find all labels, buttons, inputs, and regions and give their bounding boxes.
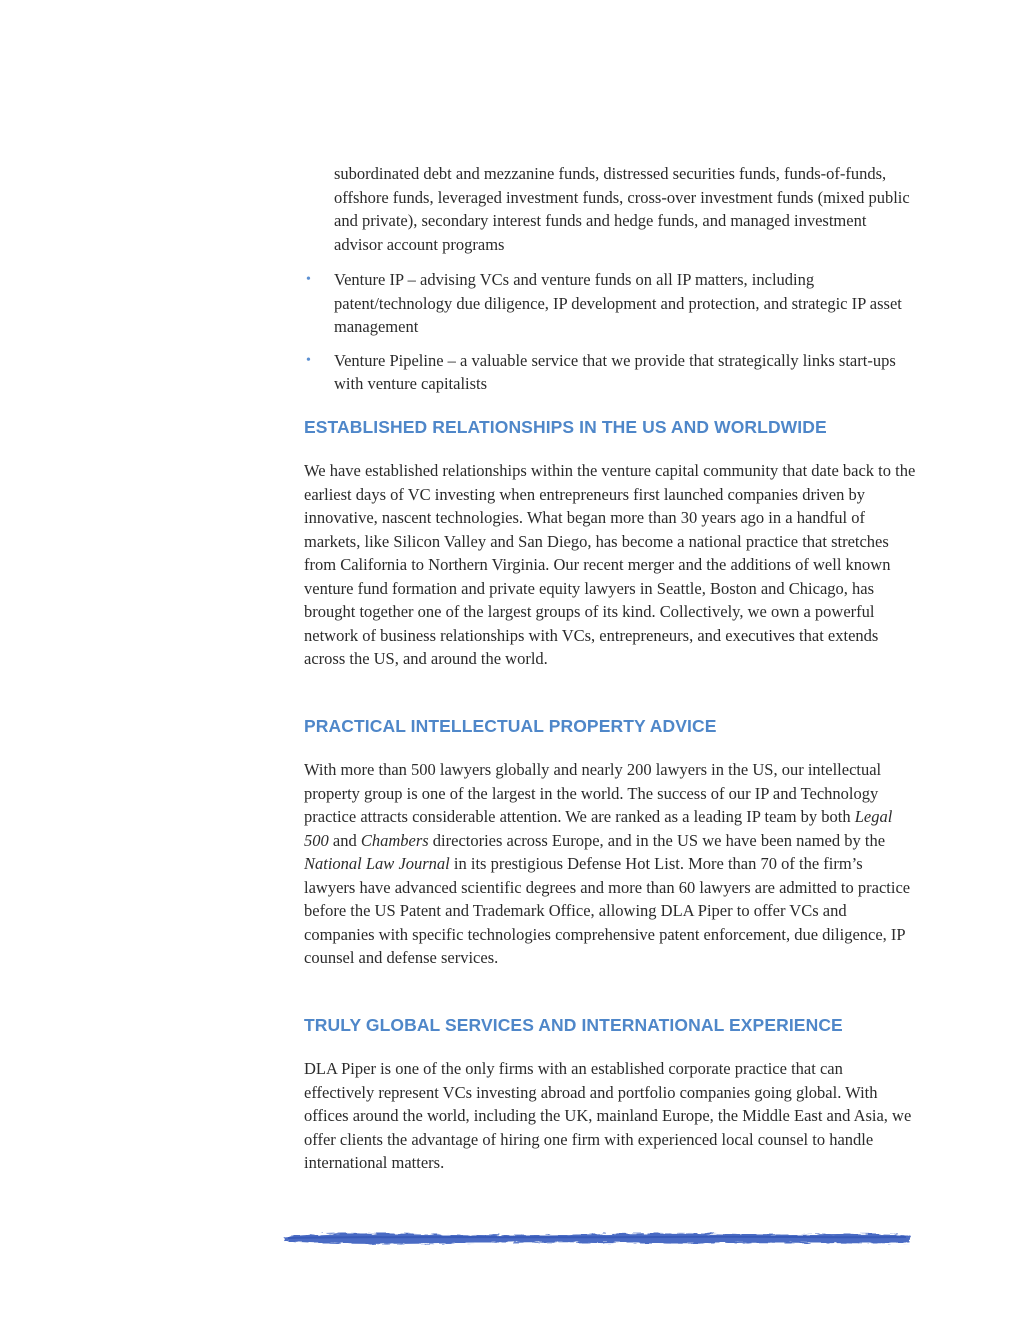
publication-title: Chambers [360, 830, 429, 850]
bullet-text: Venture IP – advising VCs and venture funds on all IP matters, including patent/technology due diligence, IP development and protection, and strategic IP asset management [334, 270, 902, 336]
body-text: With more than 500 lawyers globally and nearly 200 lawyers in the US, our intellectual property group is one of the largest in the world. The success of our IP and Technology practice attracts considerable attention. We are ranked as a leading IP team by both [304, 760, 882, 826]
bullet-text: Venture Pipeline – a valuable service that we provide that strategically links start-ups with venture capitalists [334, 350, 896, 393]
body-text: and [328, 830, 361, 850]
section-global-services [304, 1014, 916, 1175]
body-text: in its prestigious Defense Hot List. More than 70 of the firm’s lawyers have advanced scientific degrees and more than 60 lawyers are admitted to practice before the US Patent and Trademark Office, allowing DLA Piper to offer VCs and companies with specific technologies comprehensive patent enforcement, due diligence, IP counsel and defense services. [304, 854, 911, 967]
footer-brush-stroke [278, 1226, 914, 1248]
list-item [304, 268, 916, 339]
section-body: DLA Piper is one of the only firms with an established corporate practice that can effectively represent VCs investing abroad and portfolio companies going global. With offices around the world, including the UK, mainland Europe, the Middle East and Asia, we offer clients the advantage of hiring one firm with experienced local counsel to handle international matters. [304, 1059, 912, 1172]
section-heading: TRULY GLOBAL SERVICES AND INTERNATIONAL EXPERIENCE [304, 1015, 843, 1035]
section-body [304, 758, 916, 970]
section-heading: ESTABLISHED RELATIONSHIPS IN THE US AND WORLDWIDE [304, 417, 827, 437]
section-body: We have established relationships within the venture capital community that date back to the earliest days of VC investing when entrepreneurs first launched companies driven by innovative, nascent technologies. What began more than 30 years ago in a handful of markets, like Silicon Valley and San Diego, has become a national practice that stretches from California to Northern Virginia. Our recent merger and the additions of well known venture fund formation and private equity lawyers in Seattle, Boston and Chicago, has brought together one of the largest groups of its kind. Collectively, we own a powerful network of business relationships with VCs, entrepreneurs, and executives that extends across the US, and around the world. [304, 461, 916, 668]
bullet-icon: • [306, 352, 311, 368]
services-bullet-list [304, 268, 916, 406]
list-item [304, 349, 916, 396]
section-ip-advice [304, 715, 916, 970]
publication-title: Legal 500 [304, 807, 893, 850]
bullet-icon: • [306, 272, 311, 287]
body-text: directories across Europe, and in the US we have been named by the [428, 830, 886, 850]
section-established-relationships [304, 416, 916, 671]
section-heading: PRACTICAL INTELLECTUAL PROPERTY ADVICE [304, 716, 717, 736]
continued-bullet-text: subordinated debt and mezzanine funds, distressed securities funds, funds-of-funds, offshore funds, leveraged investment funds, cross-over investment funds (mixed public and private), secondary interest funds and hedge funds, and managed investment advisor account programs [334, 164, 910, 254]
publication-title: National Law Journal [304, 854, 450, 873]
